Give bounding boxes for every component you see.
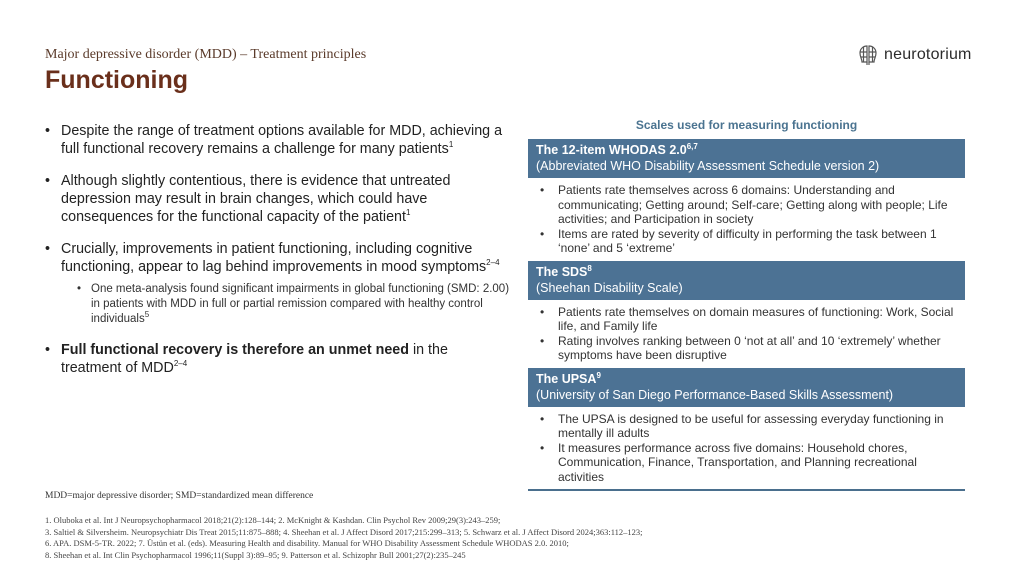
list-item: • Rating involves ranking between 0 ‘not at all’ and 10 ‘extremely’ whether symptoms have been disruptive xyxy=(536,334,957,363)
scale-name: The SDS xyxy=(536,264,588,279)
scale-header-whodas: The 12-item WHODAS 2.0$^{6,7}$ (Abbreviated WHO Disability Assessment Schedule version 2) xyxy=(528,139,965,178)
scale-name: The 12-item WHODAS 2.0 xyxy=(536,143,687,157)
list-item: • Patients rate themselves on domain measures of functioning: Work, Social life, and Family life xyxy=(536,305,957,334)
scale-full-name: (University of San Diego Performance-Based Skills Assessment) xyxy=(536,387,894,402)
abbreviations: MDD=major depressive disorder; SMD=standardized mean difference xyxy=(45,491,314,501)
list-item: • It measures performance across five domains: Household chores, Communication, Finance, Transportation, and Planning recreational activities xyxy=(536,441,957,485)
scale-body-whodas xyxy=(528,178,965,261)
scale-full-name: (Sheehan Disability Scale) xyxy=(536,280,683,295)
brain-grid-icon xyxy=(858,44,878,66)
scales-heading: Scales used for measuring functioning xyxy=(635,118,858,132)
scale-body-sds xyxy=(528,300,965,368)
reference-line: 8. Sheehan et al. Int Clin Psychopharmacol 1996;11(Suppl 3):89–95; 9. Patterson et al. Schizophr Bull 2001;27(2):235–245 xyxy=(45,549,466,560)
logo-text: neurotorium xyxy=(884,46,972,63)
bullet-3: • Crucially, improvements in patient functioning, including cognitive functioning, appear to lag behind improvements in mood symptoms$^{2-4}$ • One meta-analysis found significant impairments in global functioning (SMD: 2.00) in patients with MDD in full or partial remission compared with healthy control individuals$^5$ xyxy=(45,240,510,327)
references xyxy=(45,515,985,561)
list-item: • Items are rated by severity of difficulty in performing the task between 1 ‘none’ and 5 ‘extreme’ xyxy=(536,227,957,256)
reference-line: 6. APA. DSM-5-TR. 2022; 7. Üstün et al. (eds). Measuring Health and disability. Manual for WHO Disability Assessment Schedule WHODAS 2.0. 2010; xyxy=(45,538,569,548)
scales-panel xyxy=(528,139,965,491)
scale-header-upsa: The UPSA$^9$ (University of San Diego Performance-Based Skills Assessment) xyxy=(528,368,965,407)
bullet-4: • Full functional recovery is therefore an unmet need in the treatment of MDD$^{2-4}$ xyxy=(45,341,510,377)
slide-title: Functioning xyxy=(45,66,189,94)
scale-full-name: (Abbreviated WHO Disability Assessment Schedule version 2) xyxy=(536,159,880,173)
list-item: • Patients rate themselves across 6 domains: Understanding and communicating; Getting around; Self-care; Getting along with people; Life activities; and Participation in society xyxy=(536,183,957,227)
reference-line: 3. Saltiel & Silversheim. Neuropsychiatr Dis Treat 2015;11:875–888; 4. Sheehan et al. J Affect Disord 2017;215:299–313; 5. Schwarz et al. J Affect Disord 2024;363:112–123; xyxy=(45,526,643,537)
list-item: • The UPSA is designed to be useful for assessing everyday functioning in mentally ill adults xyxy=(536,412,957,441)
logo xyxy=(858,44,972,66)
key-points xyxy=(45,122,510,377)
bullet-1: • Despite the range of treatment options available for MDD, achieving a full functional recovery remains a challenge for many patients$^1$ xyxy=(45,122,510,158)
scale-header-sds: The SDS$^8$ (Sheehan Disability Scale) xyxy=(528,261,965,300)
bullet-2: • Although slightly contentious, there is evidence that untreated depression may result in brain changes, which could have consequences for the functional capacity of the patient$^1$ xyxy=(45,172,510,226)
slide-subtitle: Major depressive disorder (MDD) – Treatment principles xyxy=(45,47,367,62)
sub-bullet: • One meta-analysis found significant impairments in global functioning (SMD: 2.00) in patients with MDD in full or partial remission compared with healthy control individuals$^5$ xyxy=(61,282,510,327)
scale-body-upsa xyxy=(528,407,965,490)
scale-name: The UPSA xyxy=(536,371,597,386)
reference-line: 1. Oluboka et al. Int J Neuropsychopharmacol 2018;21(2):128–144; 2. McKnight & Kashdan. Clin Psychol Rev 2009;29(3):243–259; xyxy=(45,515,501,525)
